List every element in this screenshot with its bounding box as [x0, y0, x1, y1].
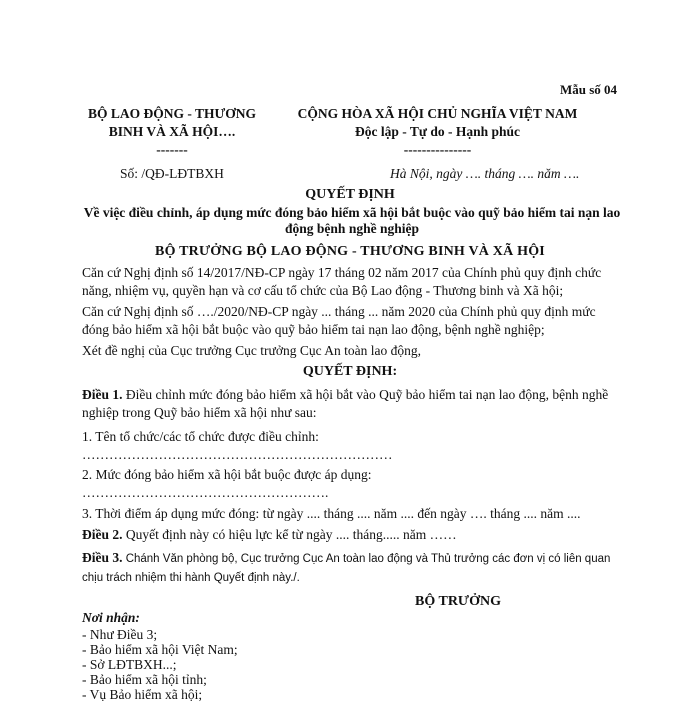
- article-1-text: Điều chỉnh mức đóng bảo hiểm xã hội bắt vào Quỹ bảo hiểm tai nạn lao động, bệnh nghề nghiệp trong Quỹ bảo hiểm xã hội như sau:: [82, 387, 609, 420]
- article-2-text: Quyết định này có hiệu lực kể từ ngày .... tháng..... năm ……: [122, 527, 457, 542]
- article-1-dots-2: ……………………………………………….: [82, 485, 329, 500]
- recipient-item: - Bảo hiểm xã hội tỉnh;: [82, 672, 207, 687]
- ministry-divider: -------: [156, 142, 188, 157]
- article-1-item-2: 2. Mức đóng bảo hiểm xã hội bắt buộc được áp dụng:: [82, 467, 372, 482]
- nation-divider: ---------------: [403, 142, 472, 157]
- article-1-dots-1: ……………………………………………………………: [82, 447, 393, 462]
- article-1-item-3: 3. Thời điểm áp dụng mức đóng: từ ngày .... tháng .... năm .... đến ngày …. tháng .... năm ....: [82, 506, 581, 521]
- place-date: Hà Nội, ngày …. tháng …. năm ….: [390, 166, 580, 181]
- ground-3: Xét đề nghị của Cục trưởng Cục trưởng Cục An toàn lao động,: [82, 343, 421, 358]
- document-number: Số: /QĐ-LĐTBXH: [120, 166, 224, 181]
- decision-title: QUYẾT ĐỊNH: [305, 187, 395, 202]
- ground-1: Căn cứ Nghị định số 14/2017/NĐ-CP ngày 17 tháng 02 năm 2017 của Chính phủ quy định chức năng, nhiệm vụ, quyền hạn và cơ cấu tổ chức của Bộ Lao động - Thương binh và Xã hội;: [82, 265, 602, 298]
- signer-title: BỘ TRƯỞNG: [415, 594, 501, 609]
- form-number: Mẫu số 04: [559, 82, 617, 97]
- article-1-label: Điều 1.: [82, 387, 123, 402]
- recipient-item: - Vụ Bảo hiểm xã hội;: [82, 687, 203, 702]
- article-2-label: Điều 2.: [82, 527, 123, 542]
- recipients-title: Nơi nhận:: [82, 610, 140, 625]
- article-3-text: Chánh Văn phòng bộ, Cục trưởng Cục An toàn lao động và Thủ trưởng các đơn vị có liên quan chịu trách nhiệm thi hành Quyết định này./.: [82, 553, 611, 584]
- nation-header: [265, 105, 610, 159]
- ministry-header: [82, 105, 262, 159]
- article-2: [82, 526, 622, 544]
- decision-subject: Về việc điều chỉnh, áp dụng mức đóng bảo hiểm xã hội bắt buộc vào quỹ bảo hiểm tai nạn lao động bệnh nghề nghiệp: [83, 205, 621, 236]
- article-1-item-1: 1. Tên tổ chức/các tổ chức được điều chỉnh:: [82, 429, 319, 444]
- decides-heading: QUYẾT ĐỊNH:: [302, 364, 398, 379]
- recipient-item: - Như Điều 3;: [82, 627, 158, 642]
- ministry-line1: BỘ LAO ĐỘNG - THƯƠNG: [87, 106, 256, 121]
- nation-line1: CỘNG HÒA XÃ HỘI CHỦ NGHĨA VIỆT NAM: [297, 106, 578, 121]
- ground-2: Căn cứ Nghị định số …./2020/NĐ-CP ngày ... tháng ... năm 2020 của Chính phủ quy định mức đóng bảo hiểm xã hội bắt buộc vào quỹ bảo hiểm tai nạn lao động, bệnh nghề nghiệp;: [82, 304, 596, 337]
- nation-motto: Độc lập - Tự do - Hạnh phúc: [354, 124, 521, 139]
- article-3-label: Điều 3.: [82, 550, 123, 565]
- article-1: [82, 386, 622, 422]
- recipient-item: - Bảo hiểm xã hội Việt Nam;: [82, 642, 238, 657]
- ministry-line2: BINH VÀ XÃ HỘI….: [108, 124, 236, 139]
- article-3: [82, 549, 622, 587]
- recipient-item: - Sở LĐTBXH...;: [82, 657, 177, 672]
- issuer-title: BỘ TRƯỞNG BỘ LAO ĐỘNG - THƯƠNG BINH VÀ XÃ HỘI: [155, 244, 545, 259]
